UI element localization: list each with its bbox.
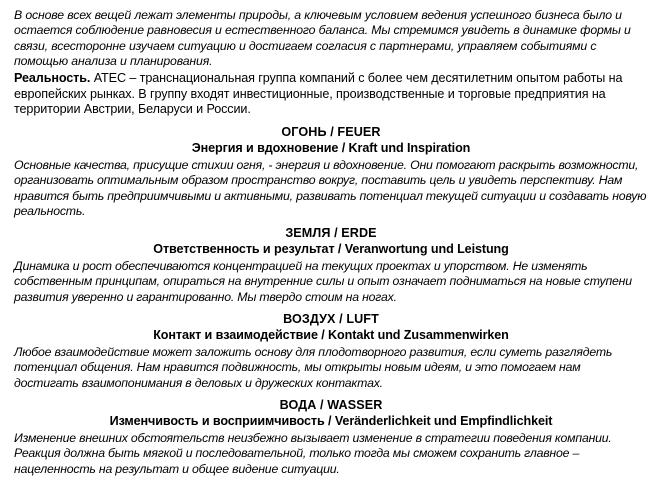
section-water xyxy=(14,398,648,477)
section-fire-subtitle: Энергия и вдохновение / Kraft und Inspiration xyxy=(191,140,471,155)
section-water-subtitle: Изменчивость и восприимчивость / Veränderlichkeit und Empfindlichkeit xyxy=(109,413,553,428)
section-air xyxy=(14,312,648,391)
section-air-subtitle: Контакт и взаимодействие / Kontakt und Zusammenwirken xyxy=(153,328,509,343)
section-earth-subtitle: Ответственность и результат / Veranwortung und Leistung xyxy=(153,242,509,257)
section-water-title: ВОДА / WASSER xyxy=(279,397,383,412)
section-fire xyxy=(14,125,648,219)
reality-paragraph xyxy=(14,71,648,118)
section-fire-title: ОГОНЬ / FEUER xyxy=(281,124,381,139)
section-water-body: Изменение внешних обстоятельств неизбежно вызывает изменение в стратегии поведения компании. Реакция должна быть мягкой и последовательной, только тогда мы сможем сохранить главное – нацеленность на результат и общее видение ситуации. xyxy=(14,430,612,476)
reality-label: Реальность. xyxy=(14,71,91,86)
reality-text: ATEC – транснациональная группа компаний с более чем десятилетним опытом работы на европейских рынках. В группу входят инвестиционные, производственные и торговые предприятия на территории Австрии, Беларуси и России. xyxy=(14,71,623,117)
section-air-body: Любое взаимодействие может заложить основу для плодотворного развития, если суметь разглядеть потенциал общения. Нам нравится подвижность, мы открыты новым идеям, и это помогаем нам достигать взаимопонимания в деловых и дружеских контактах. xyxy=(14,345,613,390)
section-air-title: ВОЗДУХ / LUFT xyxy=(283,312,379,327)
intro-paragraph: В основе всех вещей лежат элементы природы, а ключевым условием ведения успешного бизнеса было и остается соблюдение равновесия и естественного баланса. Мы стремимся увидеть в динамике формы и связи, всесторонне изучаем ситуацию и достигаем согласия с партнерами, управляем событиями с помощью анализа и планирования. xyxy=(14,8,631,68)
section-fire-body: Основные качества, присущие стихии огня, - энергия и вдохновение. Они помогают раскрыть возможности, организовать оптимальным образом пространство вокруг, поставить цель и увидеть перспективу. Нам нравится быть предприимчивыми и активными, развивать потенциал текущей ситуации и создавать новую реальность. xyxy=(14,157,647,218)
section-earth-body: Динамика и рост обеспечиваются концентрацией на текущих проектах и упорством. Не изменять собственным принципам, опираться на внутренние силы и опыт означает подниматься на новые ступени развития уверенно и гарантированно. Мы твердо стоим на ногах. xyxy=(14,259,632,304)
section-earth xyxy=(14,226,648,305)
section-earth-title: ЗЕМЛЯ / ERDE xyxy=(285,226,377,241)
